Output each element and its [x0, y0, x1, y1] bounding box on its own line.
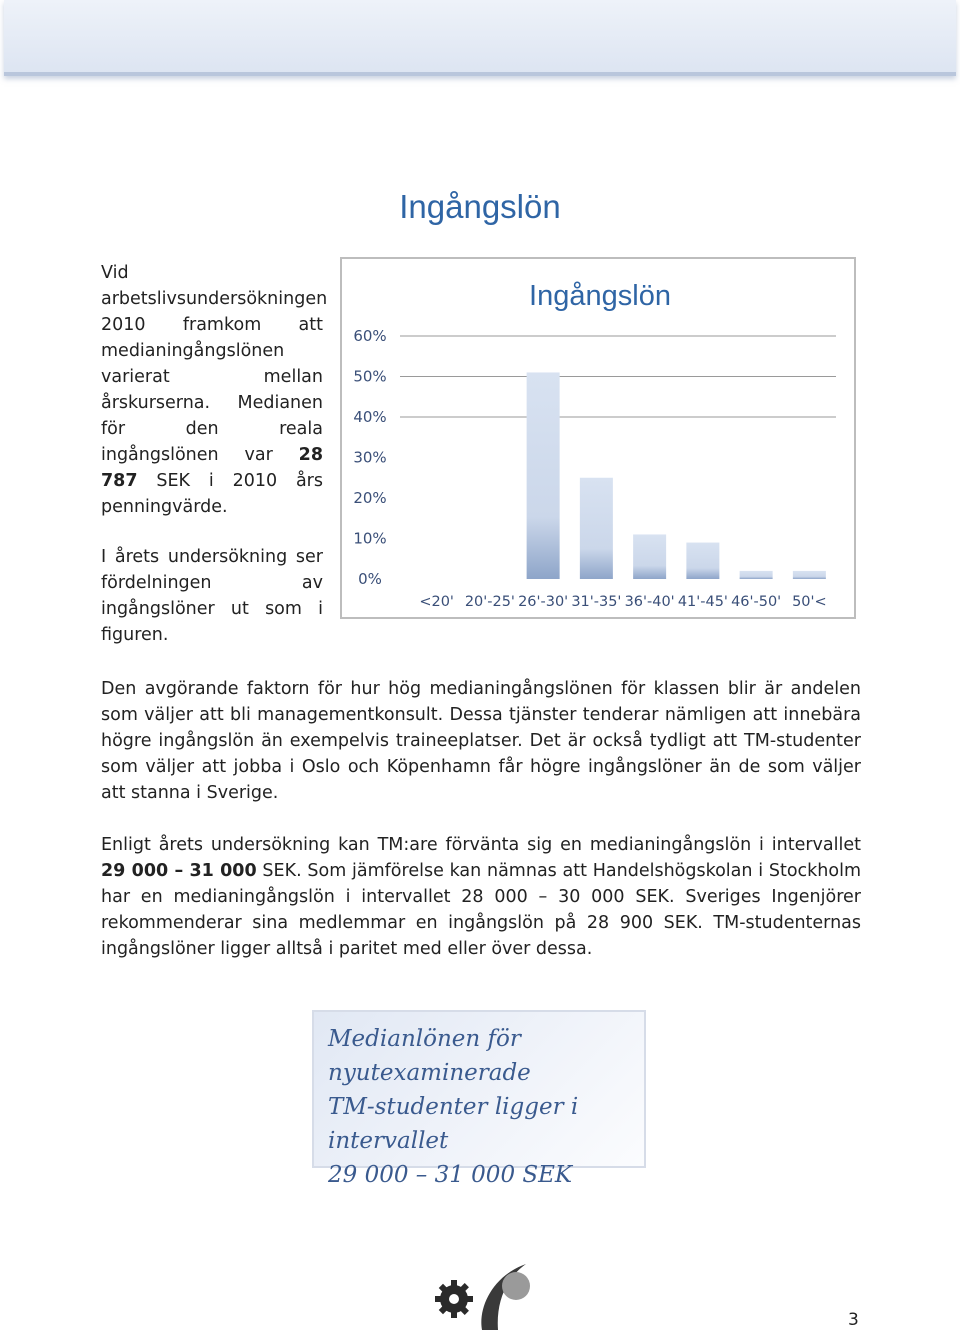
y-tick-label: 0%	[358, 570, 382, 588]
x-tick-label: 26'-30'	[518, 594, 569, 610]
quote-line-2: TM-studenter ligger i intervallet	[328, 1094, 579, 1154]
x-tick-label: 36'-40'	[624, 594, 675, 610]
body-paragraph-2	[101, 832, 861, 962]
page-number: 3	[848, 1310, 859, 1330]
bar	[740, 571, 773, 579]
page-title: Ingångslön	[399, 188, 561, 225]
gear-icon	[435, 1280, 473, 1318]
x-tick-label: 46'-50'	[731, 594, 782, 610]
sphere-icon	[502, 1272, 530, 1300]
bar	[633, 534, 666, 579]
body-paragraph-1: Den avgörande faktorn för hur hög medianingångslönen för klassen blir är andelen som väljer att bli managementkonsult. Dessa tjänster tenderar nämligen att innebära högre ingångslön än exempelvis traineeplatser. Det är också tydligt att TM-studenter som väljer att jobba i Oslo och Köpenhamn får högre ingångslöner än de som väljer att stanna i Sverige.	[101, 679, 861, 803]
x-tick-label: 50'<	[792, 594, 827, 610]
bar	[686, 543, 719, 579]
bar	[580, 478, 613, 579]
intro-paragraph-1	[101, 260, 328, 520]
y-tick-label: 10%	[353, 529, 387, 548]
y-tick-label: 50%	[353, 367, 387, 386]
bar	[527, 372, 560, 579]
body-text	[101, 676, 861, 988]
organization-logo	[434, 1256, 534, 1332]
bar	[793, 571, 826, 579]
chart-title: Ingångslön	[529, 280, 671, 312]
quote-text	[328, 1022, 638, 1192]
intro-p1-post: SEK i 2010 års penningvärde.	[101, 471, 323, 517]
intro-paragraph-2: I årets undersökning ser fördelningen av ingångslöner ut som i figuren.	[101, 547, 323, 645]
intro-p1-bold: 28 787	[101, 445, 323, 491]
chart-canvas	[342, 259, 854, 617]
header-band	[4, 0, 956, 76]
body-p2-bold: 29 000 – 31 000	[101, 861, 257, 881]
quote-line-3: 29 000 – 31 000 SEK	[328, 1162, 573, 1188]
y-tick-label: 30%	[353, 448, 387, 467]
quote-line-1: Medianlönen för nyutexaminerade	[328, 1026, 531, 1086]
x-tick-label: 20'-25'	[464, 594, 515, 610]
x-tick-label: <20'	[419, 594, 454, 610]
quote-box	[312, 1010, 646, 1188]
salary-chart	[340, 257, 856, 619]
intro-p1-pre: Vid arbetslivsundersökningen 2010 framkom att medianingångslönen varierat mellan årskurserna. Medianen för den reala ingångslönen var	[101, 263, 328, 465]
intro-text	[101, 260, 328, 672]
y-tick-label: 60%	[353, 327, 387, 345]
x-tick-label: 31'-35'	[571, 594, 622, 610]
body-p2-pre: Enligt årets undersökning kan TM:are förvänta sig en medianingångslön i intervallet	[101, 835, 861, 855]
y-tick-label: 20%	[353, 489, 387, 507]
body-p2-post: SEK. Som jämförelse kan nämnas att Handelshögskolan i Stockholm har en medianingångslön i intervallet 28 000 – 30 000 SEK. Sveriges Ingenjörer rekommenderar sina medlemmar en ingångslön på 28 900 SEK. TM-studenternas ingångslöner ligger alltså i paritet med eller över dessa.	[101, 861, 862, 959]
x-tick-label: 41'-45'	[677, 594, 728, 610]
y-tick-label: 40%	[353, 408, 387, 426]
